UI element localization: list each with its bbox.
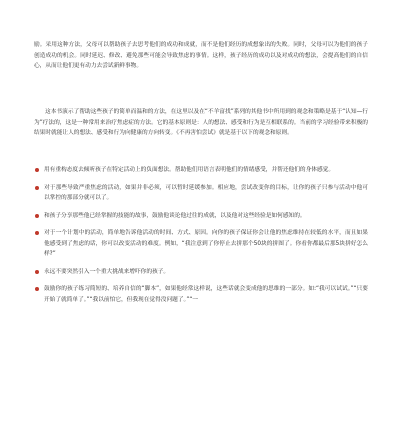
strategy-list (34, 165, 368, 312)
list-item-text: 对于那些导致严重焦虑的活动，如果并非必须，可以暂时延缓参加。相应地，尝试改变你的目标，让你的孩子只参与活动中他可以掌控的那部分就可以了。 (44, 184, 368, 201)
bullet-dot-icon (35, 270, 39, 274)
list-item-text: 用有重构态度去倾听孩子在特定活动上的负面想法。帮助他们用语言表明他们的情绪感受，并帮还他们的身体感觉。 (44, 167, 335, 173)
bullet-dot-icon (35, 168, 39, 172)
list-item (34, 183, 368, 204)
list-item-text: 对于一个计划中的活动，简单地告诉他活动的时间、方式、原因。向你的孩子保证你会让他的焦虑维持在较低的水平，而且如果他感受到了焦虑的话，你可以改变活动的难度。例如，“我注意到了你停止去拼那个50块的拼图了。你看你都最后那5块拼好怎么样?” (44, 230, 368, 257)
bullet-dot-icon (35, 214, 39, 218)
bullet-dot-icon (35, 231, 39, 235)
list-item-text: 永远不要突然引入一个重大挑战来增吓你的孩子。 (44, 268, 170, 275)
paragraph-continued: 励。采用这种方法，父母可以帮助孩子去思考他们的成功和成就，而不是他们经历的成想象出的失败。同时，父母可以为他们的孩子创造成功的机会。同时延迟、修改、避免那些可能会导致焦虑的事情。这样，孩子经历的成功以及对成功的想法，会提高他们的自信心，从而让他们更有动力去尝试新鲜事物。 (34, 42, 368, 69)
list-item (34, 211, 368, 222)
bullet-dot-icon (35, 287, 39, 291)
list-item (34, 267, 368, 278)
list-item-text: 鼓励你的孩子练习简短的、培养自信的“脚本”，如果他经常这样说，这些话就会变成他的思维的一部分。如:“我可以试试。”“只要开始了就简单了。”“我以前怕它，但我现在觉得没问题了。”“一 (44, 286, 368, 303)
list-item-text: 和孩子分享那些他已经掌握的技能的故事，鼓励他谈论他过往的成就，以及他对这些经验是如何感知的。 (44, 212, 306, 219)
list-item (34, 228, 368, 260)
bullet-dot-icon (35, 186, 39, 190)
paragraph-method: 这本书演示了帮助这些孩子的简单而温和的方法，在这里以及在“不羊富找”系列的其他书中所用到的观念和策略是基于“认知—行为”疗法的，这是一种常用来治疗焦虑症的方法。它的基本原则是：人的想法、感受和行为是互相联系的。当前的学习经验带来积极的结果时就能让人的想法、感受和行为向健康的方向转变。《不再害怕尝试》就是基于以下的观念和原则。 (34, 109, 368, 136)
list-item (34, 165, 368, 176)
list-item (34, 284, 368, 305)
